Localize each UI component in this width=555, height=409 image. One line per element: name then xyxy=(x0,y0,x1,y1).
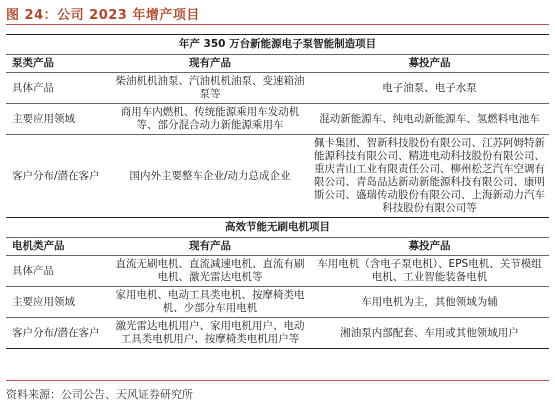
section2-title: 高效节能无刷电机项目 xyxy=(6,218,549,238)
section2-header-planned: 募投产品 xyxy=(310,238,549,256)
current-product-cell: 柴油机机油泵、汽油机机油泵、变速箱油泵等 xyxy=(110,73,310,104)
table-row xyxy=(6,287,549,318)
section2-header-row xyxy=(6,238,549,256)
table-row xyxy=(6,135,549,218)
section2-header-current: 现有产品 xyxy=(110,238,310,256)
row-label: 客户分布/潜在客户 xyxy=(6,318,110,349)
project-table xyxy=(6,34,549,349)
source-note: 资料来源：公司公告、天风证券研究所 xyxy=(6,388,193,401)
row-label: 具体产品 xyxy=(6,256,110,287)
section2-title-row xyxy=(6,218,549,238)
planned-product-cell: 车用电机为主，其他领域为辅 xyxy=(310,287,549,318)
project-table-container xyxy=(6,34,549,349)
current-product-cell: 激光雷达电机用户、家用电机用户、电动工具类电机用户、按摩椅类电机用户等 xyxy=(110,318,310,349)
current-product-cell: 国内外主要整车企业/动力总成企业 xyxy=(110,135,310,218)
row-label: 主要应用领域 xyxy=(6,287,110,318)
section1-title: 年产 350 万台新能源电子泵智能制造项目 xyxy=(6,35,549,55)
planned-product-cell: 电子油泵、电子水泵 xyxy=(310,73,549,104)
table-row xyxy=(6,256,549,287)
section1-title-row xyxy=(6,35,549,55)
planned-product-cell: 车用电机（含电子泵电机）、EPS电机、关节模组电机、工业智能装备电机 xyxy=(310,256,549,287)
section1-header-planned: 募投产品 xyxy=(310,55,549,73)
source-divider xyxy=(6,380,549,381)
section1-header-current: 现有产品 xyxy=(110,55,310,73)
current-product-cell: 直流无刷电机、直流减速电机、直流有刷电机、激光雷达电机等 xyxy=(110,256,310,287)
section1-header-category: 泵类产品 xyxy=(6,55,110,73)
current-product-cell: 家用电机、电动工具类电机、按摩椅类电机、少部分车用电机 xyxy=(110,287,310,318)
title-divider xyxy=(6,24,549,25)
figure-title: 图 24：公司 2023 年增产项目 xyxy=(6,8,200,23)
table-row xyxy=(6,318,549,349)
planned-product-cell: 佩卡集团、智新科技股份有限公司、江苏阿姆特新能源科技有限公司、精进电动科技股份有限公司、重庆青山工业有限责任公司、柳州松芝汽车空调有限公司、青岛品达新动新能源科技有限公司、康明斯公司、盛瑞传动股份有限公司、上海新动力汽车科技股份有限公司等 xyxy=(310,135,549,218)
section1-header-row xyxy=(6,55,549,73)
planned-product-cell: 湘油泵内部配套、车用或其他领域用户 xyxy=(310,318,549,349)
row-label: 客户分布/潜在客户 xyxy=(6,135,110,218)
planned-product-cell: 混动新能源车、纯电动新能源车、氢燃料电池车 xyxy=(310,104,549,135)
section2-header-category: 电机类产品 xyxy=(6,238,110,256)
row-label: 具体产品 xyxy=(6,73,110,104)
table-row xyxy=(6,73,549,104)
row-label: 主要应用领域 xyxy=(6,104,110,135)
table-row xyxy=(6,104,549,135)
current-product-cell: 商用车内燃机、传统能源乘用车发动机等、部分混合动力新能源乘用车 xyxy=(110,104,310,135)
